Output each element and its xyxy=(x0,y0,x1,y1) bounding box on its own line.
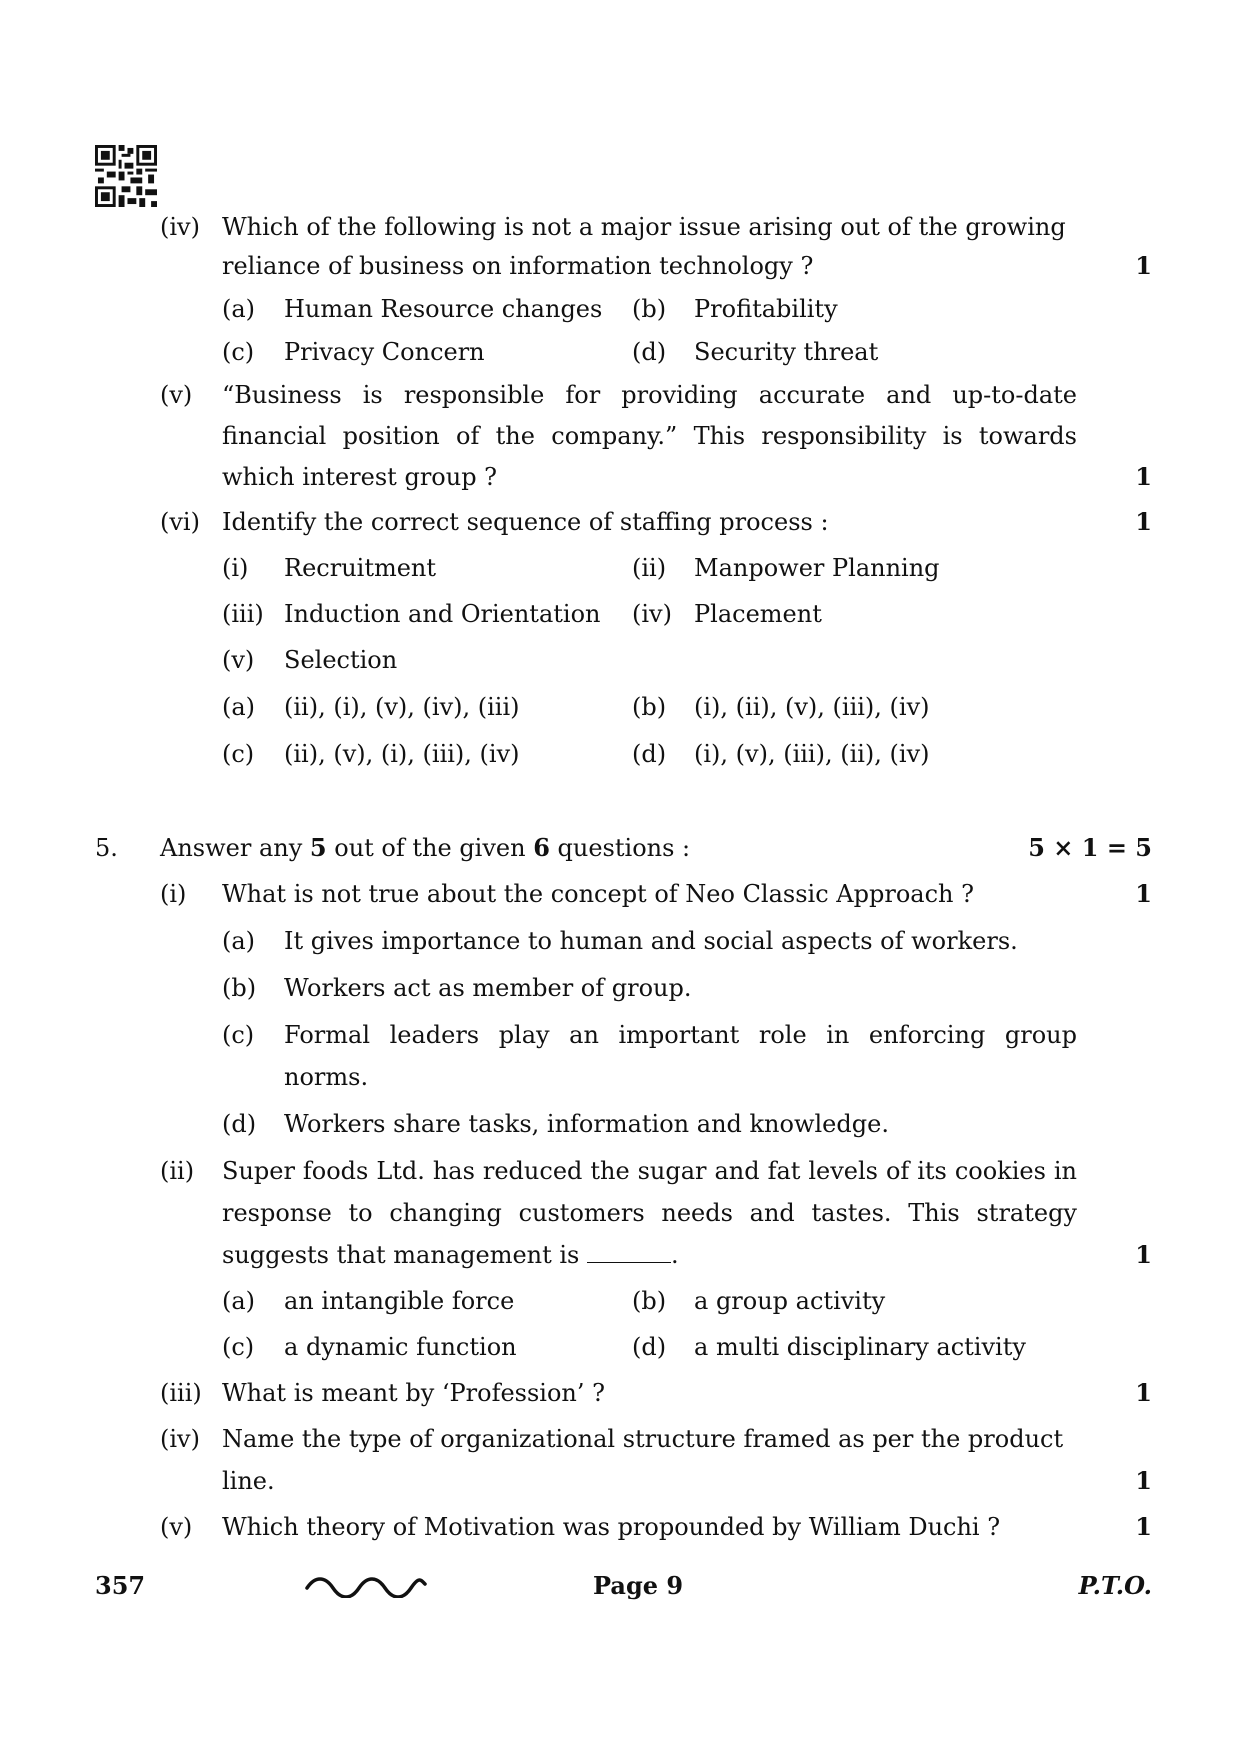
question-number: (v) xyxy=(160,381,193,409)
item-text: Recruitment xyxy=(284,554,437,582)
question-text: Name the type of organizational structure framed as per the product xyxy=(222,1425,1064,1453)
question-text: reliance of business on information technology ? xyxy=(222,252,814,280)
question-4-vi xyxy=(0,502,1241,542)
option-row xyxy=(0,687,1241,727)
question-4-v-line2 xyxy=(0,416,1241,456)
marks: 1 xyxy=(1135,1240,1152,1269)
question-5-v xyxy=(0,1507,1241,1547)
instruction-text: Answer any xyxy=(160,834,310,862)
option-label: (d) xyxy=(222,1110,257,1138)
question-5-ii xyxy=(0,1151,1241,1191)
item-label: (iii) xyxy=(222,600,264,628)
question-number: 5. xyxy=(95,834,118,862)
option-label: (d) xyxy=(632,1333,667,1361)
question-text-part: suggests that management is xyxy=(222,1241,580,1269)
option-label: (b) xyxy=(222,974,257,1002)
answer-blank xyxy=(587,1242,671,1263)
instruction-count: 5 xyxy=(309,833,327,862)
option-text: Security threat xyxy=(694,338,879,366)
question-number: (iv) xyxy=(160,1425,200,1453)
instruction-count: 6 xyxy=(533,833,550,862)
question-5-iii xyxy=(0,1373,1241,1413)
squiggle-ornament-icon xyxy=(305,1574,427,1598)
option-row xyxy=(0,1281,1241,1321)
option-text: norms. xyxy=(284,1063,369,1091)
option-row xyxy=(0,734,1241,774)
option-label: (d) xyxy=(632,338,667,366)
question-number: (ii) xyxy=(160,1157,195,1185)
question-text xyxy=(222,1235,679,1275)
item-text: Induction and Orientation xyxy=(284,600,601,628)
question-text: What is not true about the concept of Neo Classic Approach ? xyxy=(222,880,974,908)
question-4-iv-line2 xyxy=(0,246,1241,286)
option-row xyxy=(0,1104,1241,1144)
instruction-text: questions : xyxy=(549,834,691,862)
option-text: Formal leaders play an important role in enforcing group xyxy=(284,1021,1077,1049)
option-label: (a) xyxy=(222,693,256,721)
option-text: a group activity xyxy=(694,1287,886,1315)
option-text: Human Resource changes xyxy=(284,295,603,323)
question-5-ii-line2 xyxy=(0,1193,1241,1233)
option-row xyxy=(0,1327,1241,1367)
question-4-iv xyxy=(0,207,1241,247)
question-5-heading xyxy=(0,828,1241,868)
marks: 1 xyxy=(1135,1512,1152,1541)
page-number: Page 9 xyxy=(593,1571,684,1600)
marks: 1 xyxy=(1135,879,1152,908)
question-number: (iv) xyxy=(160,213,200,241)
question-number: (i) xyxy=(160,880,187,908)
item-row xyxy=(0,548,1241,588)
option-row xyxy=(0,921,1241,961)
marks: 1 xyxy=(1135,1466,1152,1495)
paper-code: 357 xyxy=(95,1571,146,1600)
option-text: Workers share tasks, information and knowledge. xyxy=(284,1110,889,1138)
question-4-v-line3 xyxy=(0,457,1241,497)
question-text: which interest group ? xyxy=(222,463,498,491)
option-text: (i), (ii), (v), (iii), (iv) xyxy=(694,693,930,721)
question-5-iv xyxy=(0,1419,1241,1459)
option-label: (b) xyxy=(632,693,667,721)
option-label: (c) xyxy=(222,338,255,366)
option-text: It gives importance to human and social aspects of workers. xyxy=(284,927,1018,955)
option-row xyxy=(0,289,1241,329)
instruction-text: out of the given xyxy=(326,834,534,862)
option-text: (ii), (i), (v), (iv), (iii) xyxy=(284,693,520,721)
option-label: (b) xyxy=(632,295,667,323)
question-text: response to changing customers needs and tastes. This strategy xyxy=(222,1199,1077,1227)
option-label: (a) xyxy=(222,927,256,955)
question-5-ii-line3 xyxy=(0,1235,1241,1275)
option-text: an intangible force xyxy=(284,1287,515,1315)
question-number: (v) xyxy=(160,1513,193,1541)
option-label: (d) xyxy=(632,740,667,768)
option-row xyxy=(0,332,1241,372)
marks: 1 xyxy=(1135,251,1152,280)
item-text: Manpower Planning xyxy=(694,554,940,582)
option-text: a dynamic function xyxy=(284,1333,517,1361)
option-row xyxy=(0,968,1241,1008)
question-5-iv-line2 xyxy=(0,1461,1241,1501)
question-text: Identify the correct sequence of staffing process : xyxy=(222,508,829,536)
marks: 5 × 1 = 5 xyxy=(1028,833,1152,862)
option-label: (a) xyxy=(222,295,256,323)
marks: 1 xyxy=(1135,507,1152,536)
option-label: (c) xyxy=(222,1333,255,1361)
pto-label: P.T.O. xyxy=(1078,1571,1152,1600)
question-text: financial position of the company.” This responsibility is towards xyxy=(222,422,1077,450)
item-label: (ii) xyxy=(632,554,667,582)
question-number: (vi) xyxy=(160,508,200,536)
option-text: (i), (v), (iii), (ii), (iv) xyxy=(694,740,930,768)
option-label: (a) xyxy=(222,1287,256,1315)
marks: 1 xyxy=(1135,1378,1152,1407)
instruction xyxy=(160,828,690,868)
option-text: Profitability xyxy=(694,295,838,323)
item-label: (iv) xyxy=(632,600,672,628)
option-label: (c) xyxy=(222,1021,255,1049)
item-text: Selection xyxy=(284,646,398,674)
option-text: a multi disciplinary activity xyxy=(694,1333,1026,1361)
option-row-continued xyxy=(0,1057,1241,1097)
item-text: Placement xyxy=(694,600,822,628)
option-text: (ii), (v), (i), (iii), (iv) xyxy=(284,740,520,768)
question-text-part: . xyxy=(671,1241,679,1269)
question-4-v xyxy=(0,375,1241,415)
option-text: Privacy Concern xyxy=(284,338,485,366)
item-row xyxy=(0,640,1241,680)
option-label: (b) xyxy=(632,1287,667,1315)
qr-code-icon xyxy=(95,145,157,207)
question-text: What is meant by ‘Profession’ ? xyxy=(222,1379,606,1407)
item-label: (v) xyxy=(222,646,255,674)
question-text: “Business is responsible for providing accurate and up-to-date xyxy=(222,381,1077,409)
question-text: Which theory of Motivation was propounded by William Duchi ? xyxy=(222,1513,1001,1541)
item-row xyxy=(0,594,1241,634)
question-5-i xyxy=(0,874,1241,914)
option-label: (c) xyxy=(222,740,255,768)
option-text: Workers act as member of group. xyxy=(284,974,692,1002)
question-text: Which of the following is not a major issue arising out of the growing xyxy=(222,213,1066,241)
question-text: Super foods Ltd. has reduced the sugar and fat levels of its cookies in xyxy=(222,1157,1077,1185)
option-row xyxy=(0,1015,1241,1055)
question-number: (iii) xyxy=(160,1379,202,1407)
item-label: (i) xyxy=(222,554,249,582)
marks: 1 xyxy=(1135,462,1152,491)
question-text: line. xyxy=(222,1467,275,1495)
